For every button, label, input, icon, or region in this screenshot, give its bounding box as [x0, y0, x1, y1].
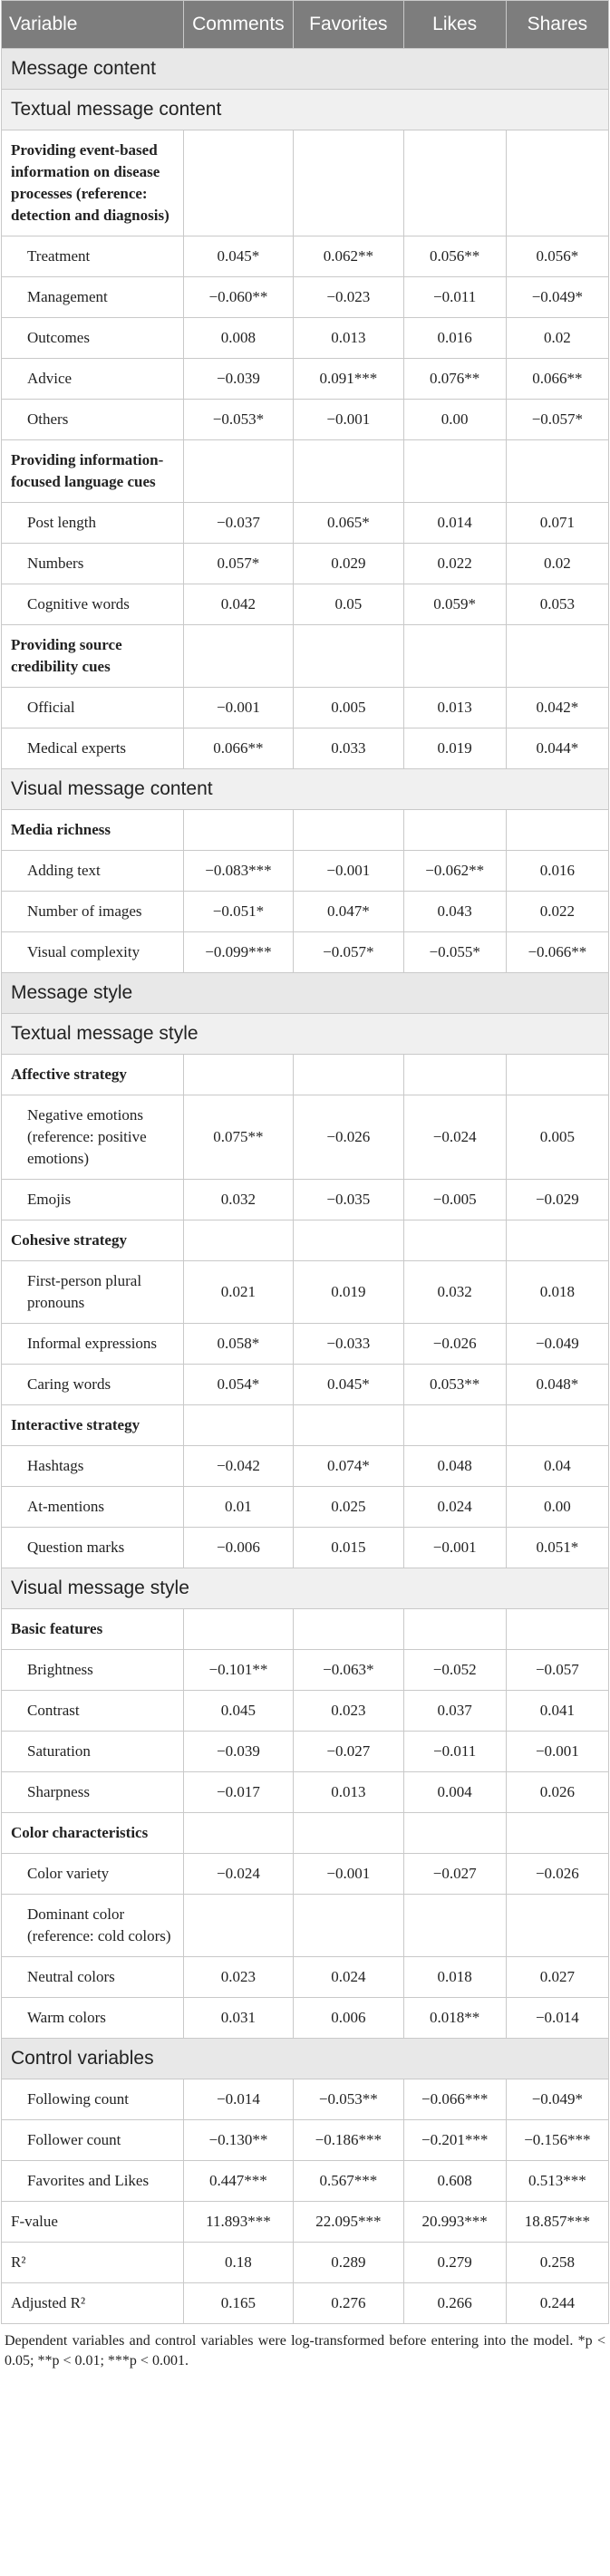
value-cell: 0.008: [183, 318, 293, 359]
value-cell: [506, 1895, 608, 1957]
empty-cell: [183, 625, 293, 688]
value-cell: 0.075**: [183, 1095, 293, 1180]
table-row: [2, 584, 609, 625]
value-cell: 0.05: [294, 584, 403, 625]
value-cell: −0.001: [294, 1854, 403, 1895]
group-label: Providing information-focused language cues: [2, 440, 184, 503]
value-cell: −0.099***: [183, 932, 293, 973]
empty-cell: [403, 130, 506, 236]
section-header: [2, 2039, 609, 2079]
value-cell: 0.042: [183, 584, 293, 625]
empty-cell: [183, 1405, 293, 1446]
value-cell: 0.00: [506, 1487, 608, 1528]
group-label: Providing event-based information on disease processes (reference: detection and diagnosis): [2, 130, 184, 236]
empty-cell: [506, 440, 608, 503]
row-label: Numbers: [2, 544, 184, 584]
value-cell: 0.048: [403, 1446, 506, 1487]
value-cell: −0.035: [294, 1180, 403, 1220]
value-cell: −0.101**: [183, 1650, 293, 1691]
value-cell: −0.057*: [294, 932, 403, 973]
row-label: Hashtags: [2, 1446, 184, 1487]
row-label: Warm colors: [2, 1998, 184, 2039]
table-row: [2, 318, 609, 359]
value-cell: 0.244: [506, 2283, 608, 2324]
value-cell: −0.011: [403, 1732, 506, 1772]
value-cell: 0.045: [183, 1691, 293, 1732]
value-cell: −0.062**: [403, 851, 506, 892]
value-cell: 0.059*: [403, 584, 506, 625]
table-row: [2, 1324, 609, 1365]
value-cell: 0.279: [403, 2243, 506, 2283]
value-cell: 0.045*: [294, 1365, 403, 1405]
section-label: Control variables: [2, 2039, 609, 2079]
value-cell: 0.065*: [294, 503, 403, 544]
section-label: Textual message content: [2, 90, 609, 130]
value-cell: 0.047*: [294, 892, 403, 932]
table-header-row: [2, 1, 609, 49]
empty-cell: [506, 130, 608, 236]
value-cell: 0.024: [294, 1957, 403, 1998]
value-cell: 0.045*: [183, 236, 293, 277]
row-label: Outcomes: [2, 318, 184, 359]
value-cell: 0.04: [506, 1446, 608, 1487]
value-cell: −0.026: [403, 1324, 506, 1365]
value-cell: 0.057*: [183, 544, 293, 584]
value-cell: 0.029: [294, 544, 403, 584]
value-cell: 0.066**: [506, 359, 608, 400]
section-label: Textual message style: [2, 1014, 609, 1055]
group-row: [2, 625, 609, 688]
row-label: F-value: [2, 2202, 184, 2243]
header-shares: Shares: [506, 1, 608, 49]
value-cell: 0.016: [403, 318, 506, 359]
table-row: [2, 1732, 609, 1772]
value-cell: −0.037: [183, 503, 293, 544]
empty-cell: [294, 1609, 403, 1650]
empty-cell: [506, 1813, 608, 1854]
value-cell: 0.062**: [294, 236, 403, 277]
empty-cell: [183, 1813, 293, 1854]
empty-cell: [294, 440, 403, 503]
group-row: [2, 130, 609, 236]
table-row: [2, 1095, 609, 1180]
value-cell: 0.027: [506, 1957, 608, 1998]
regression-results-table: [1, 0, 609, 2324]
value-cell: −0.049*: [506, 2079, 608, 2120]
table-row: [2, 851, 609, 892]
value-cell: −0.001: [294, 851, 403, 892]
row-label: Visual complexity: [2, 932, 184, 973]
value-cell: 0.018**: [403, 1998, 506, 2039]
table-row: [2, 1261, 609, 1324]
value-cell: 0.053**: [403, 1365, 506, 1405]
value-cell: −0.066**: [506, 932, 608, 973]
value-cell: −0.083***: [183, 851, 293, 892]
value-cell: −0.055*: [403, 932, 506, 973]
row-label: Question marks: [2, 1528, 184, 1568]
value-cell: 0.071: [506, 503, 608, 544]
stat-row: [2, 2283, 609, 2324]
table-row: [2, 544, 609, 584]
group-row: [2, 1220, 609, 1261]
value-cell: [183, 1895, 293, 1957]
section-label: Message style: [2, 973, 609, 1014]
value-cell: 0.165: [183, 2283, 293, 2324]
table-row: [2, 503, 609, 544]
subsection-header: [2, 769, 609, 810]
value-cell: 0.022: [506, 892, 608, 932]
value-cell: 0.289: [294, 2243, 403, 2283]
value-cell: 0.044*: [506, 728, 608, 769]
row-label: Contrast: [2, 1691, 184, 1732]
row-label: Adjusted R²: [2, 2283, 184, 2324]
group-label: Affective strategy: [2, 1055, 184, 1095]
value-cell: −0.049*: [506, 277, 608, 318]
table-row: [2, 1691, 609, 1732]
value-cell: 0.266: [403, 2283, 506, 2324]
empty-cell: [294, 810, 403, 851]
row-label: Informal expressions: [2, 1324, 184, 1365]
value-cell: 0.076**: [403, 359, 506, 400]
value-cell: 0.037: [403, 1691, 506, 1732]
value-cell: 0.02: [506, 544, 608, 584]
value-cell: 11.893***: [183, 2202, 293, 2243]
group-row: [2, 1609, 609, 1650]
value-cell: 0.024: [403, 1487, 506, 1528]
section-label: Visual message content: [2, 769, 609, 810]
value-cell: [403, 1895, 506, 1957]
subsection-header: [2, 90, 609, 130]
value-cell: −0.001: [183, 688, 293, 728]
table-row: [2, 1528, 609, 1568]
value-cell: 0.014: [403, 503, 506, 544]
row-label: Number of images: [2, 892, 184, 932]
empty-cell: [294, 130, 403, 236]
value-cell: −0.014: [183, 2079, 293, 2120]
value-cell: −0.027: [403, 1854, 506, 1895]
group-label: Basic features: [2, 1609, 184, 1650]
stat-row: [2, 2202, 609, 2243]
value-cell: −0.186***: [294, 2120, 403, 2161]
section-header: [2, 49, 609, 90]
row-label: Emojis: [2, 1180, 184, 1220]
table-row: [2, 1446, 609, 1487]
row-label: Brightness: [2, 1650, 184, 1691]
header-variable: Variable: [2, 1, 184, 49]
row-label: Adding text: [2, 851, 184, 892]
empty-cell: [506, 1405, 608, 1446]
value-cell: 0.18: [183, 2243, 293, 2283]
value-cell: 0.018: [506, 1261, 608, 1324]
value-cell: −0.027: [294, 1732, 403, 1772]
empty-cell: [294, 1055, 403, 1095]
value-cell: 0.005: [294, 688, 403, 728]
table-row: [2, 2120, 609, 2161]
row-label: Advice: [2, 359, 184, 400]
section-label: Visual message style: [2, 1568, 609, 1609]
value-cell: 0.567***: [294, 2161, 403, 2202]
group-label: Color characteristics: [2, 1813, 184, 1854]
row-label: R²: [2, 2243, 184, 2283]
empty-cell: [506, 625, 608, 688]
table-row: [2, 1487, 609, 1528]
row-label: Cognitive words: [2, 584, 184, 625]
value-cell: −0.029: [506, 1180, 608, 1220]
value-cell: 0.032: [403, 1261, 506, 1324]
value-cell: −0.017: [183, 1772, 293, 1813]
value-cell: 0.018: [403, 1957, 506, 1998]
row-label: Favorites and Likes: [2, 2161, 184, 2202]
row-label: Saturation: [2, 1732, 184, 1772]
value-cell: 0.025: [294, 1487, 403, 1528]
value-cell: 0.048*: [506, 1365, 608, 1405]
value-cell: −0.130**: [183, 2120, 293, 2161]
row-label: Follower count: [2, 2120, 184, 2161]
empty-cell: [183, 130, 293, 236]
row-label: First-person plural pronouns: [2, 1261, 184, 1324]
value-cell: −0.014: [506, 1998, 608, 2039]
value-cell: −0.024: [403, 1095, 506, 1180]
row-label: Neutral colors: [2, 1957, 184, 1998]
table-body: [2, 49, 609, 2324]
empty-cell: [403, 440, 506, 503]
empty-cell: [183, 810, 293, 851]
value-cell: −0.053**: [294, 2079, 403, 2120]
empty-cell: [183, 1220, 293, 1261]
empty-cell: [403, 1609, 506, 1650]
value-cell: −0.052: [403, 1650, 506, 1691]
empty-cell: [403, 625, 506, 688]
value-cell: −0.051*: [183, 892, 293, 932]
group-row: [2, 810, 609, 851]
row-label: Treatment: [2, 236, 184, 277]
header-favorites: Favorites: [294, 1, 403, 49]
table-row: [2, 2079, 609, 2120]
value-cell: 0.021: [183, 1261, 293, 1324]
value-cell: 0.513***: [506, 2161, 608, 2202]
results-table-container: [1, 0, 609, 2371]
table-row: [2, 400, 609, 440]
empty-cell: [403, 810, 506, 851]
table-row: [2, 1895, 609, 1957]
empty-cell: [403, 1405, 506, 1446]
value-cell: 0.074*: [294, 1446, 403, 1487]
value-cell: 0.058*: [183, 1324, 293, 1365]
value-cell: 0.023: [294, 1691, 403, 1732]
group-row: [2, 440, 609, 503]
empty-cell: [403, 1220, 506, 1261]
value-cell: 0.056**: [403, 236, 506, 277]
row-label: Post length: [2, 503, 184, 544]
value-cell: −0.049: [506, 1324, 608, 1365]
value-cell: 0.041: [506, 1691, 608, 1732]
row-label: Official: [2, 688, 184, 728]
empty-cell: [183, 1609, 293, 1650]
empty-cell: [183, 440, 293, 503]
value-cell: 0.019: [294, 1261, 403, 1324]
header-comments: Comments: [183, 1, 293, 49]
table-row: [2, 1365, 609, 1405]
row-label: Dominant color (reference: cold colors): [2, 1895, 184, 1957]
empty-cell: [294, 1220, 403, 1261]
value-cell: −0.039: [183, 1732, 293, 1772]
value-cell: 0.013: [294, 318, 403, 359]
value-cell: 0.043: [403, 892, 506, 932]
stat-row: [2, 2243, 609, 2283]
value-cell: 0.056*: [506, 236, 608, 277]
value-cell: 0.276: [294, 2283, 403, 2324]
row-label: Caring words: [2, 1365, 184, 1405]
table-row: [2, 688, 609, 728]
row-label: Negative emotions (reference: positive emotions): [2, 1095, 184, 1180]
section-label: Message content: [2, 49, 609, 90]
empty-cell: [294, 1405, 403, 1446]
value-cell: 0.066**: [183, 728, 293, 769]
header-likes: Likes: [403, 1, 506, 49]
table-row: [2, 932, 609, 973]
value-cell: 0.091***: [294, 359, 403, 400]
empty-cell: [506, 810, 608, 851]
value-cell: −0.006: [183, 1528, 293, 1568]
value-cell: −0.156***: [506, 2120, 608, 2161]
value-cell: 0.01: [183, 1487, 293, 1528]
value-cell: −0.063*: [294, 1650, 403, 1691]
row-label: At-mentions: [2, 1487, 184, 1528]
value-cell: 0.053: [506, 584, 608, 625]
table-row: [2, 2161, 609, 2202]
value-cell: 0.031: [183, 1998, 293, 2039]
table-row: [2, 1957, 609, 1998]
value-cell: −0.066***: [403, 2079, 506, 2120]
value-cell: −0.053*: [183, 400, 293, 440]
table-row: [2, 1650, 609, 1691]
value-cell: 0.013: [294, 1772, 403, 1813]
group-label: Cohesive strategy: [2, 1220, 184, 1261]
row-label: Sharpness: [2, 1772, 184, 1813]
value-cell: −0.011: [403, 277, 506, 318]
empty-cell: [294, 1813, 403, 1854]
row-label: Management: [2, 277, 184, 318]
table-row: [2, 236, 609, 277]
value-cell: −0.026: [294, 1095, 403, 1180]
value-cell: −0.001: [506, 1732, 608, 1772]
value-cell: 0.051*: [506, 1528, 608, 1568]
value-cell: 0.015: [294, 1528, 403, 1568]
value-cell: 0.016: [506, 851, 608, 892]
table-row: [2, 1998, 609, 2039]
table-row: [2, 277, 609, 318]
value-cell: 0.013: [403, 688, 506, 728]
group-label: Interactive strategy: [2, 1405, 184, 1446]
value-cell: 0.022: [403, 544, 506, 584]
table-row: [2, 728, 609, 769]
value-cell: −0.057*: [506, 400, 608, 440]
value-cell: −0.023: [294, 277, 403, 318]
row-label: Medical experts: [2, 728, 184, 769]
value-cell: −0.201***: [403, 2120, 506, 2161]
empty-cell: [506, 1220, 608, 1261]
value-cell: −0.057: [506, 1650, 608, 1691]
row-label: Color variety: [2, 1854, 184, 1895]
value-cell: −0.001: [294, 400, 403, 440]
value-cell: 0.608: [403, 2161, 506, 2202]
value-cell: 0.005: [506, 1095, 608, 1180]
value-cell: −0.039: [183, 359, 293, 400]
table-row: [2, 1772, 609, 1813]
empty-cell: [183, 1055, 293, 1095]
group-label: Providing source credibility cues: [2, 625, 184, 688]
empty-cell: [506, 1609, 608, 1650]
value-cell: 0.00: [403, 400, 506, 440]
empty-cell: [403, 1813, 506, 1854]
table-footnote: Dependent variables and control variables were log-transformed before entering into the model. *p < 0.05; **p < 0.01; ***p < 0.001.: [5, 2333, 605, 2369]
value-cell: 22.095***: [294, 2202, 403, 2243]
value-cell: −0.024: [183, 1854, 293, 1895]
table-row: [2, 359, 609, 400]
group-row: [2, 1405, 609, 1446]
value-cell: 0.054*: [183, 1365, 293, 1405]
value-cell: −0.026: [506, 1854, 608, 1895]
value-cell: −0.005: [403, 1180, 506, 1220]
value-cell: 20.993***: [403, 2202, 506, 2243]
value-cell: 0.042*: [506, 688, 608, 728]
value-cell: 0.004: [403, 1772, 506, 1813]
subsection-header: [2, 1568, 609, 1609]
subsection-header: [2, 1014, 609, 1055]
value-cell: −0.001: [403, 1528, 506, 1568]
value-cell: −0.033: [294, 1324, 403, 1365]
table-row: [2, 1854, 609, 1895]
table-row: [2, 1180, 609, 1220]
value-cell: 0.02: [506, 318, 608, 359]
table-row: [2, 892, 609, 932]
value-cell: 0.258: [506, 2243, 608, 2283]
value-cell: 0.447***: [183, 2161, 293, 2202]
row-label: Others: [2, 400, 184, 440]
empty-cell: [294, 625, 403, 688]
value-cell: 0.006: [294, 1998, 403, 2039]
value-cell: −0.060**: [183, 277, 293, 318]
value-cell: 0.033: [294, 728, 403, 769]
empty-cell: [403, 1055, 506, 1095]
value-cell: 0.026: [506, 1772, 608, 1813]
value-cell: [294, 1895, 403, 1957]
section-header: [2, 973, 609, 1014]
group-label: Media richness: [2, 810, 184, 851]
value-cell: 0.023: [183, 1957, 293, 1998]
value-cell: −0.042: [183, 1446, 293, 1487]
group-row: [2, 1813, 609, 1854]
empty-cell: [506, 1055, 608, 1095]
group-row: [2, 1055, 609, 1095]
value-cell: 0.032: [183, 1180, 293, 1220]
value-cell: 18.857***: [506, 2202, 608, 2243]
row-label: Following count: [2, 2079, 184, 2120]
value-cell: 0.019: [403, 728, 506, 769]
